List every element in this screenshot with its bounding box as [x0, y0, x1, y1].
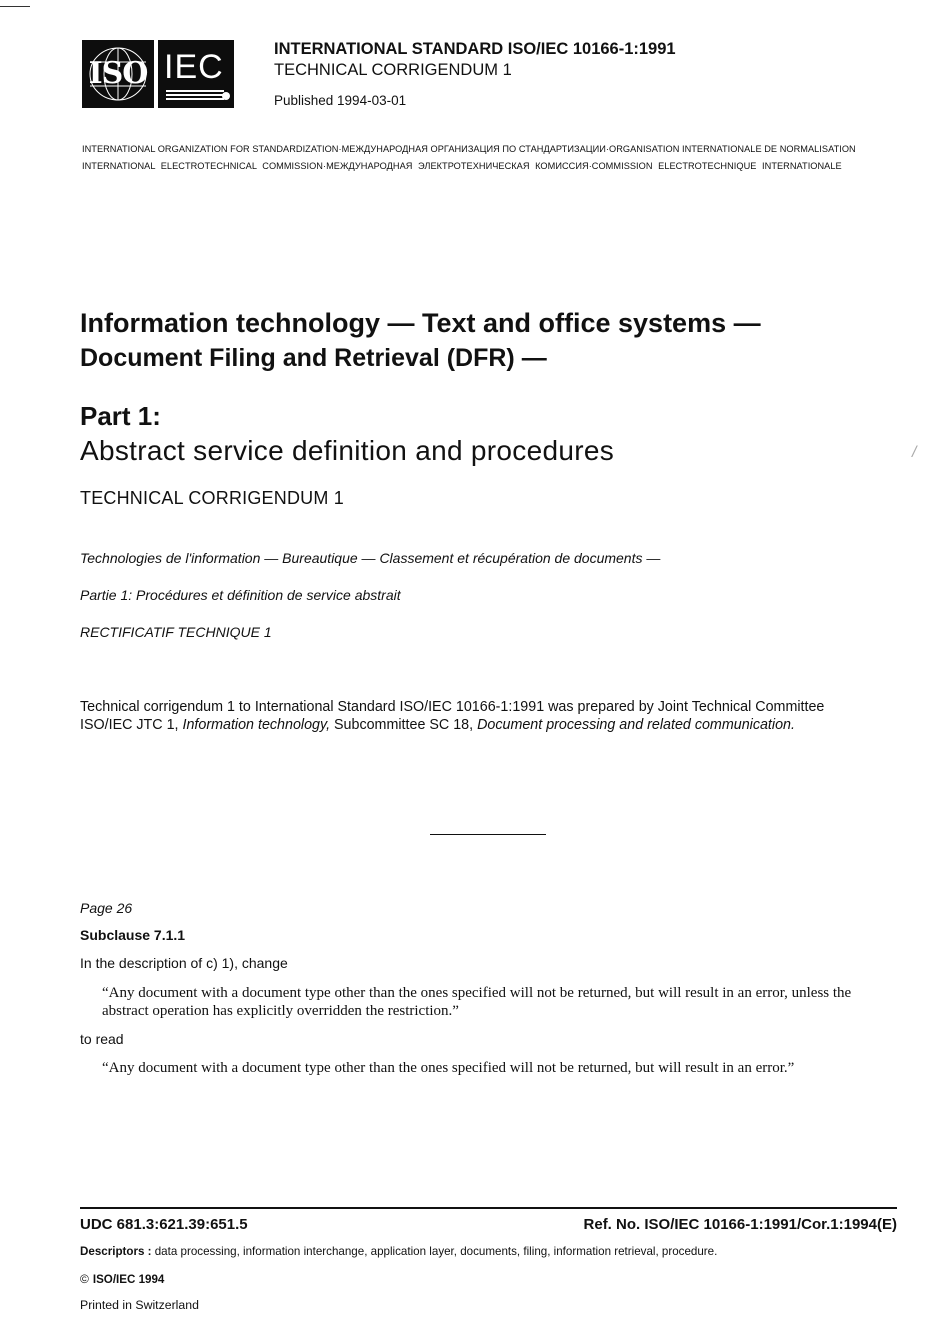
iec-logo-icon — [158, 40, 234, 108]
intro-italic-1: Information technology, — [182, 717, 331, 733]
copyright-text: ISO/IEC 1994 — [92, 1273, 165, 1286]
top-edge-rule — [0, 6, 30, 7]
subclause-heading: Subclause 7.1.1 — [80, 927, 186, 943]
iso-iec-logo — [82, 40, 234, 108]
iec-logo-text: IEC — [164, 48, 224, 86]
standard-number: INTERNATIONAL STANDARD ISO/IEC 10166-1:1991 — [274, 40, 676, 58]
document-title-line1: Information technology — Text and office systems — — [80, 308, 761, 338]
descriptors — [80, 1245, 717, 1258]
intro-text-1: Technical corrigendum 1 to International Standard ISO/IEC 10166-1:1991 was prepared by Joint Technical Committee ISO/IEC JTC 1, — [80, 699, 825, 733]
footer-rule — [80, 1207, 897, 1209]
copyright — [80, 1272, 164, 1286]
intro-paragraph — [80, 698, 880, 734]
organization-line-iec: INTERNATIONAL ELECTROTECHNICAL COMMISSION·МЕЖДУНАРОДНАЯ ЭЛЕКТРОТЕХНИЧЕСКАЯ КОМИССИЯ·COMMISSION ELECTROTECHNIQUE INTERNATIONALE — [82, 161, 842, 171]
part-title: Abstract service definition and procedures — [80, 435, 614, 466]
part-label: Part 1: — [80, 401, 161, 431]
header-corrigendum: TECHNICAL CORRIGENDUM 1 — [274, 61, 512, 79]
copyright-icon: © — [80, 1272, 89, 1286]
descriptors-list: data processing, information interchange, application layer, documents, filing, information retrieval, procedure. — [151, 1245, 718, 1258]
to-read-label: to read — [80, 1031, 124, 1047]
scan-artifact: / — [912, 444, 917, 461]
document-title-line2: Document Filing and Retrieval (DFR) — — [80, 344, 547, 372]
french-part: Partie 1: Procédures et définition de service abstrait — [80, 587, 401, 603]
publication-date: Published 1994-03-01 — [274, 93, 407, 108]
iso-logo-icon — [82, 40, 154, 108]
french-title: Technologies de l'information — Bureautique — Classement et récupération de documents — — [80, 550, 661, 566]
replacement-text-quote: “Any document with a document type other than the ones specified will not be returned, but will result in an error.” — [102, 1060, 795, 1076]
descriptors-label: Descriptors : — [80, 1245, 152, 1258]
original-text-quote: “Any document with a document type other than the ones specified will not be returned, but will result in an error, unless the abstract operation has explicitly overridden the restriction.” — [102, 985, 852, 1019]
udc-number: UDC 681.3:621.39:651.5 — [80, 1216, 248, 1233]
printed-location: Printed in Switzerland — [80, 1298, 199, 1312]
reference-number: Ref. No. ISO/IEC 10166-1:1991/Cor.1:1994(E) — [583, 1216, 897, 1233]
iso-logo-text: ISO — [88, 56, 148, 91]
page-reference: Page 26 — [80, 900, 133, 916]
organization-line-iso: INTERNATIONAL ORGANIZATION FOR STANDARDIZATION·МЕЖДУНАРОДНАЯ ОРГАНИЗАЦИЯ ПО СТАНДАРТИЗАЦИИ·ORGANISATION INTERNATIONALE DE NORMALISATION — [82, 144, 856, 154]
french-corrigendum: RECTIFICATIF TECHNIQUE 1 — [80, 624, 272, 640]
change-instruction: In the description of c) 1), change — [80, 955, 288, 971]
intro-text-2: Subcommittee SC 18, — [330, 717, 478, 733]
intro-italic-2: Document processing and related communication. — [477, 717, 795, 733]
section-separator — [430, 834, 546, 835]
corrigendum-label: TECHNICAL CORRIGENDUM 1 — [80, 488, 344, 508]
